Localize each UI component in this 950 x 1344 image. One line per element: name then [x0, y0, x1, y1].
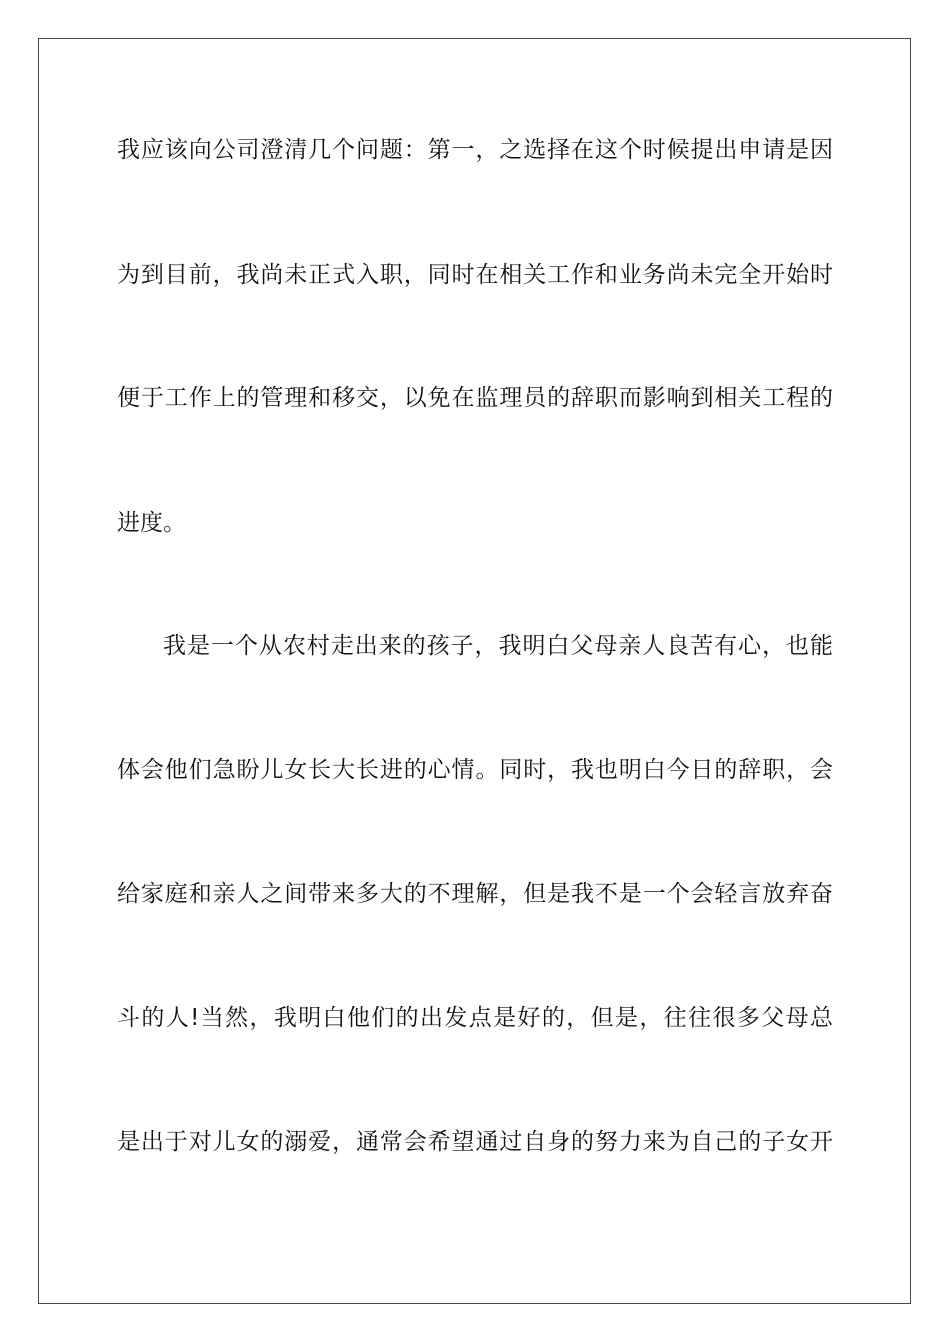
paragraph-line-6: 体会他们急盼儿女长大长进的心情。同时，我也明白今日的辞职，会 [117, 757, 833, 783]
paragraph-line-7: 给家庭和亲人之间带来多大的不理解，但是我不是一个会轻言放弃奋 [117, 881, 833, 907]
paragraph-line-4: 进度。 [117, 510, 186, 536]
page-border [38, 38, 911, 1304]
paragraph-line-3: 便于工作上的管理和移交，以免在监理员的辞职而影响到相关工程的 [117, 385, 833, 411]
paragraph-line-8: 斗的人!当然，我明白他们的出发点是好的，但是，往往很多父母总 [117, 1005, 833, 1031]
paragraph-line-1: 我应该向公司澄清几个问题：第一，之选择在这个时候提出申请是因 [117, 137, 833, 163]
paragraph-line-9: 是出于对儿女的溺爱，通常会希望通过自身的努力来为自己的子女开 [117, 1129, 833, 1155]
paragraph-line-2: 为到目前，我尚未正式入职，同时在相关工作和业务尚未完全开始时 [117, 262, 833, 288]
paragraph-line-5: 我是一个从农村走出来的孩子，我明白父母亲人良苦有心，也能 [163, 633, 833, 659]
